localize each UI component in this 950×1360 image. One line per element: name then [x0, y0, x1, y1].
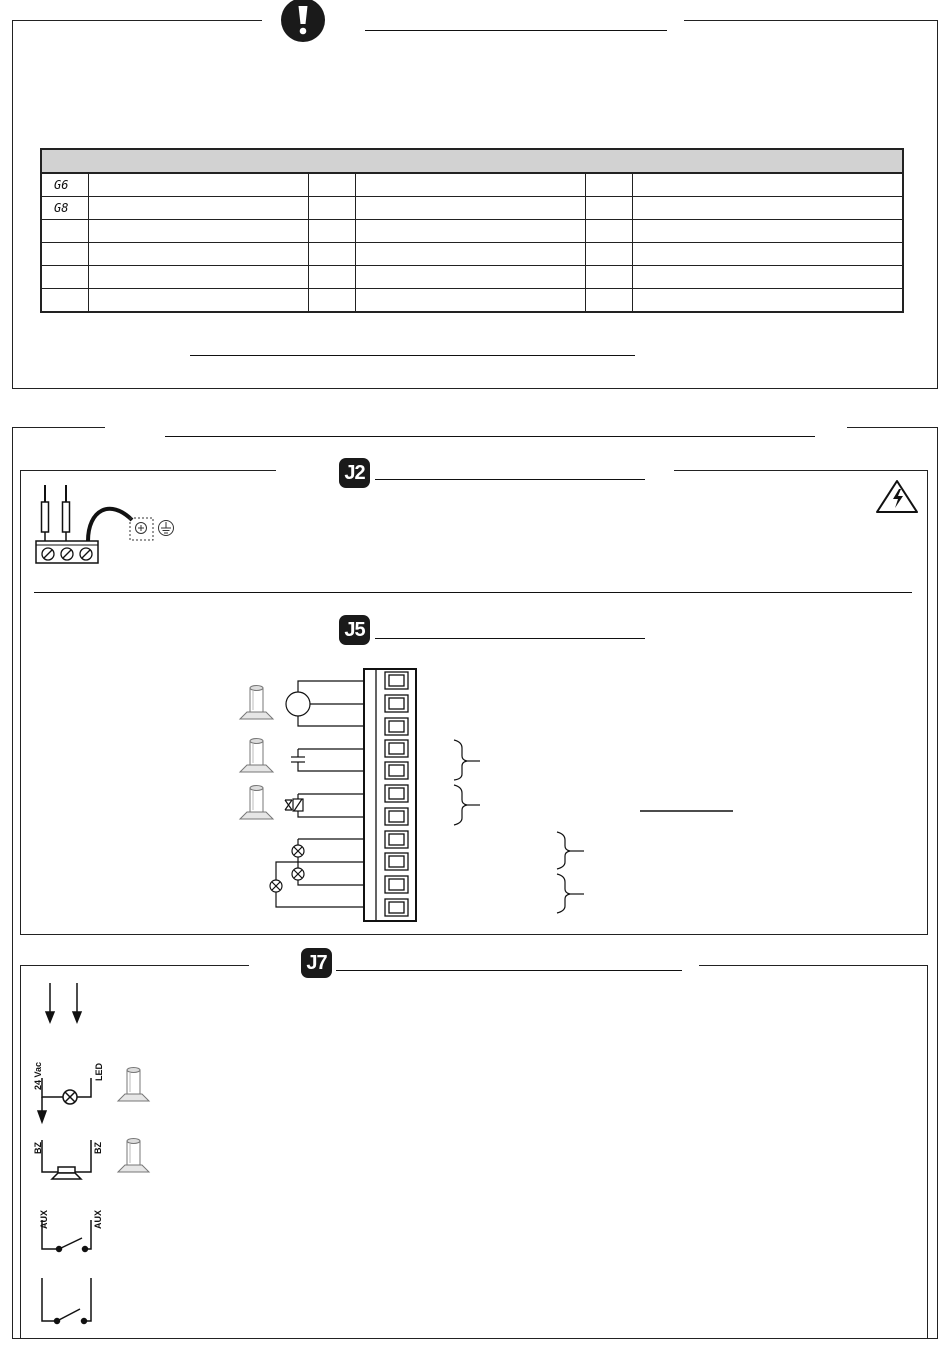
table-cell: G6: [41, 173, 88, 197]
power-terminal-diagram: [36, 485, 132, 563]
j5-component-icons: [240, 686, 273, 820]
j7-wiring: [38, 983, 91, 1324]
j7-supply-label: 24 Vac: [33, 1061, 43, 1090]
j7-led-label: LED: [94, 1063, 104, 1081]
j7-badge: J7: [301, 948, 332, 978]
j5-wiring: [270, 681, 584, 913]
ground-icon: [130, 518, 174, 540]
j7-aux-left-label: AUX: [39, 1209, 49, 1229]
exclamation-icon: [281, 0, 325, 42]
table-cell: G8: [41, 197, 88, 220]
j2-badge: J2: [339, 458, 370, 488]
j7-aux-right-label: AUX: [93, 1209, 103, 1229]
high-voltage-icon: [877, 481, 917, 512]
j7-bz-left-label: BZ: [33, 1142, 43, 1154]
j7-bz-right-label: BZ: [93, 1142, 103, 1154]
j5-badge: J5: [339, 615, 370, 645]
j5-terminal-block: [364, 669, 416, 921]
j7-component-icons: [118, 1068, 149, 1173]
